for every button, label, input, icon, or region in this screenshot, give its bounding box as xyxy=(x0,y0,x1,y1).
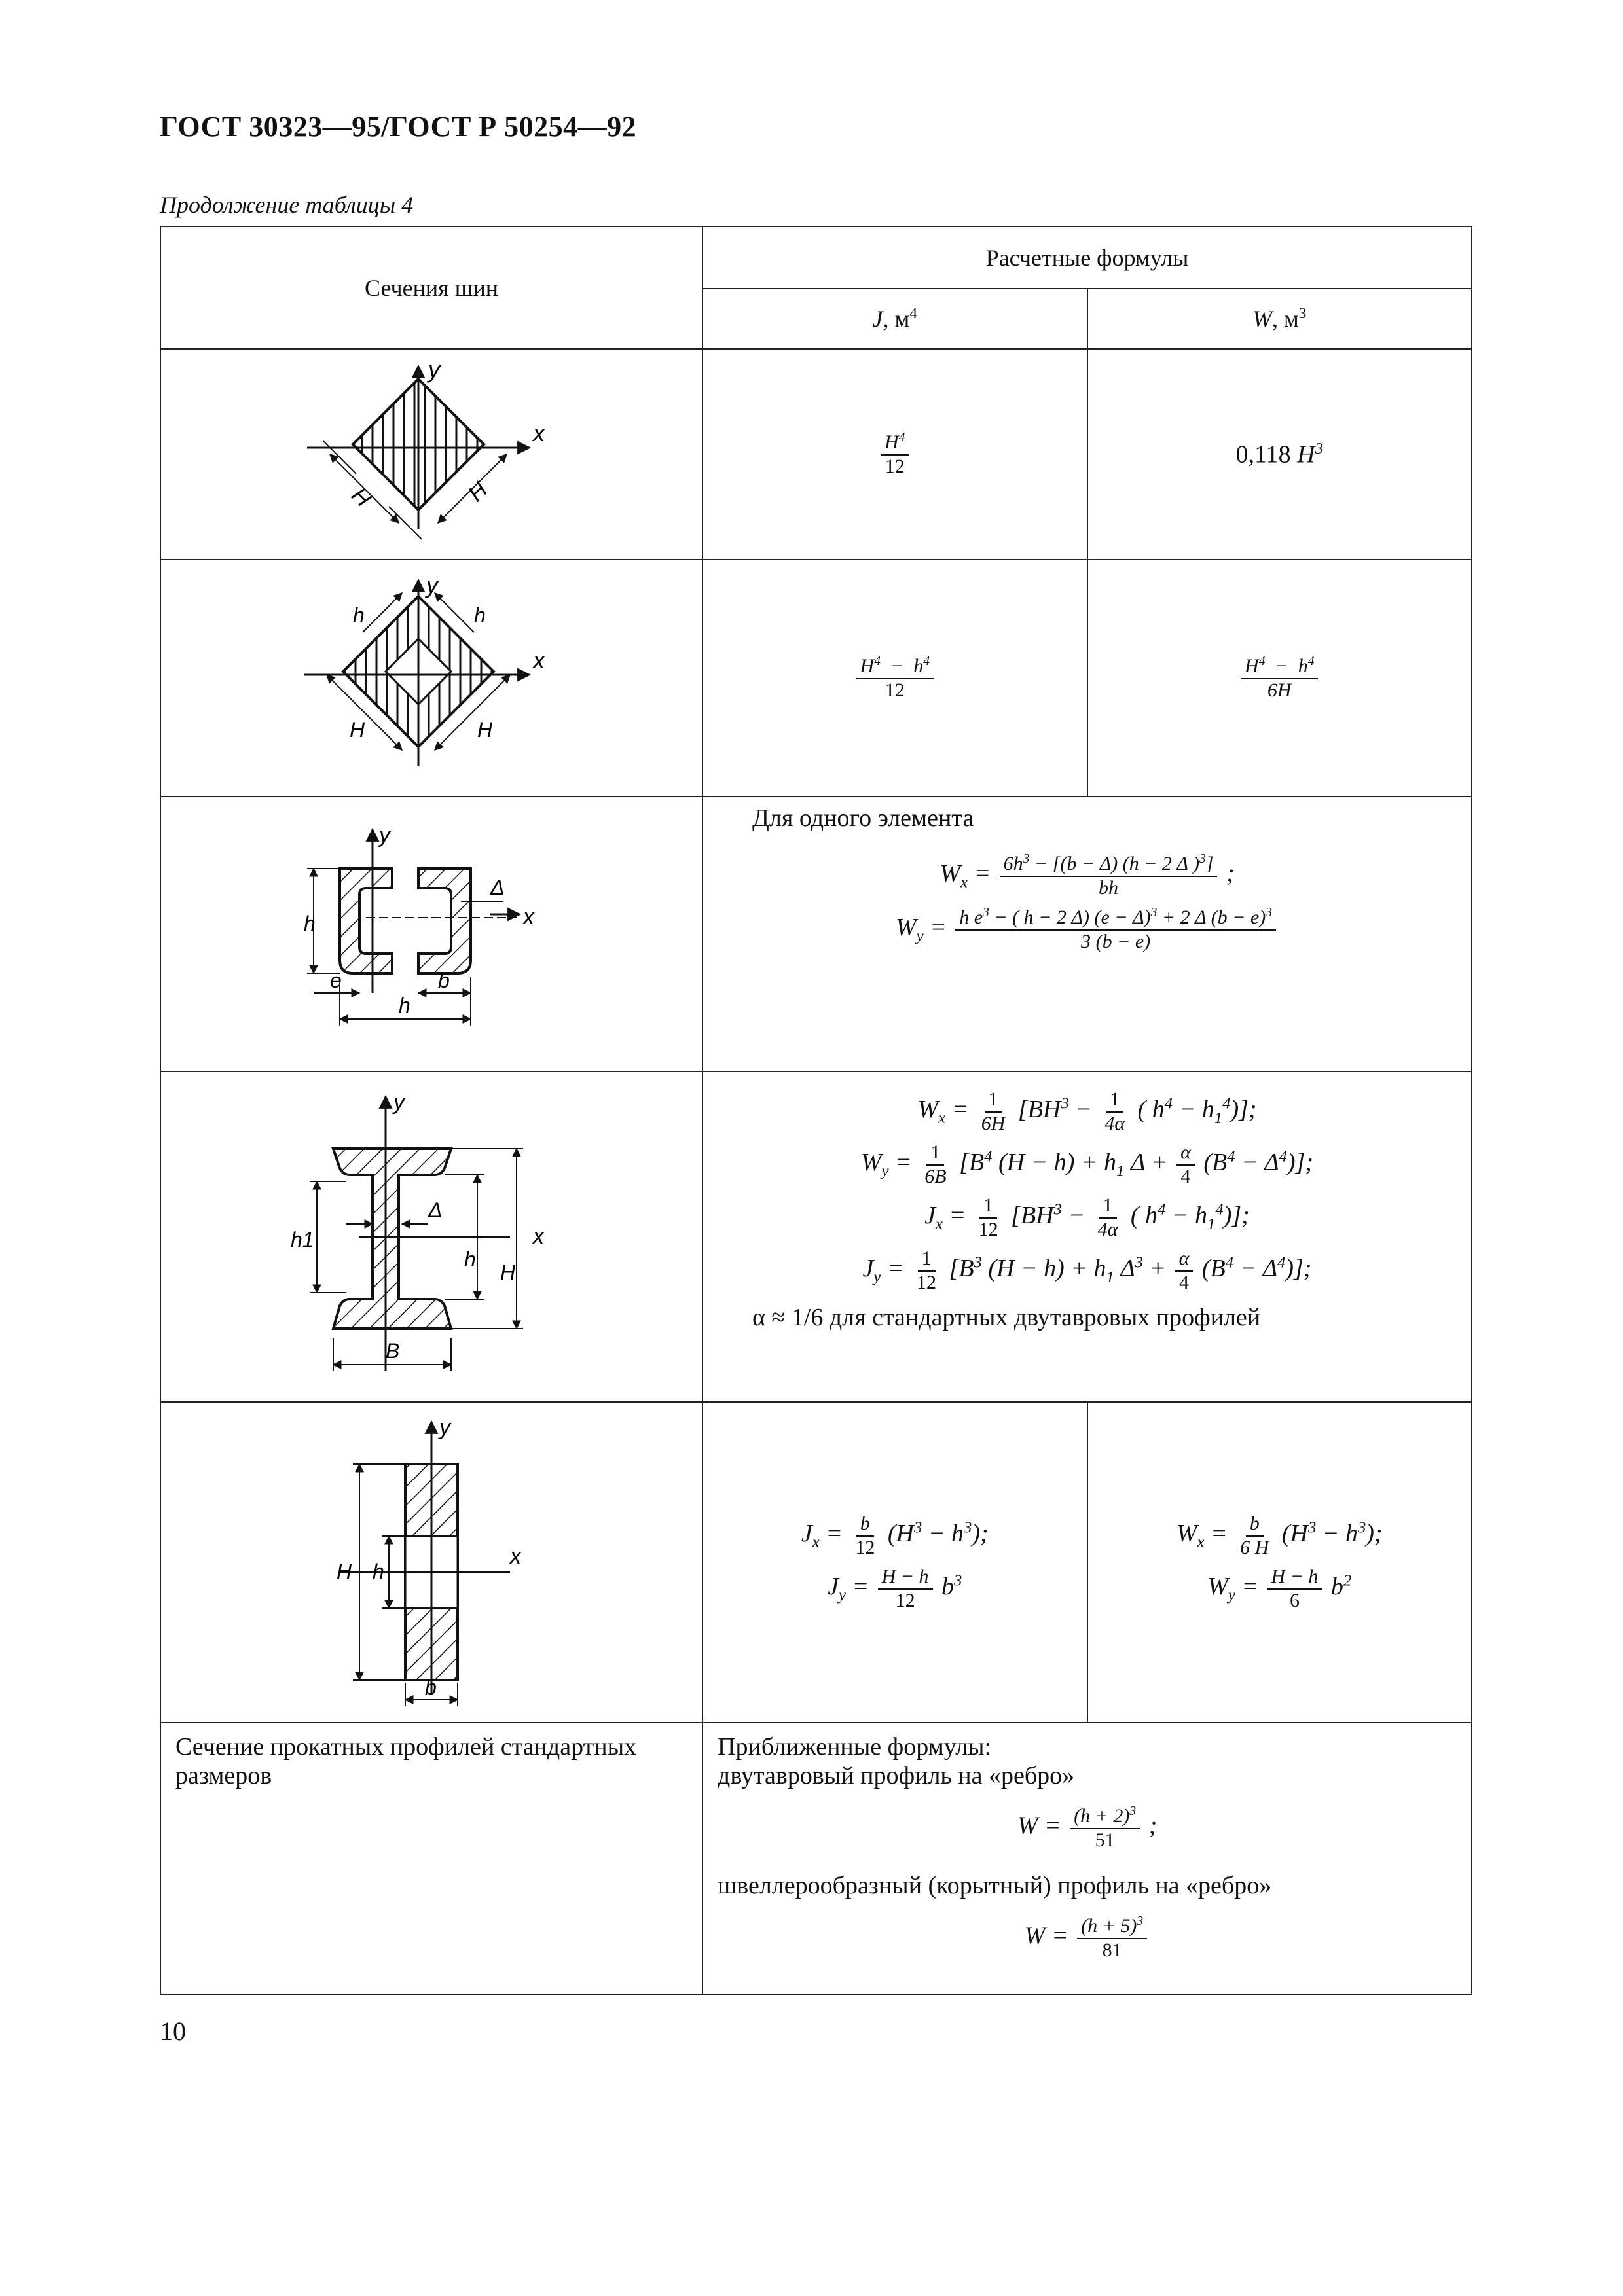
row4-wx: $W_x$ = $\frac{1}{6H}$ [$BH^3$ − $\frac{1}{4\alpha}$ ( $h^4 - h_1^4$)]; xyxy=(917,1088,1257,1134)
dim-H-label: H xyxy=(337,1560,352,1583)
channel-pair-figure xyxy=(294,816,569,1052)
row5-wy: $W_y$ = $\frac{H - h}{6}$ $b^2$ xyxy=(1207,1566,1352,1611)
dim-H-label: H xyxy=(477,718,493,742)
square-section-figure xyxy=(294,359,569,549)
axis-y-label: y xyxy=(439,1415,450,1440)
row2-w-formula: $\frac{H^4 - h^4}{6H}$ xyxy=(1087,560,1472,797)
section-channels xyxy=(160,797,702,1071)
header-w: W, $м^3$ xyxy=(1087,289,1472,349)
header-sections: Сечения шин xyxy=(160,226,702,349)
row6-ibeam-formula: W = $\frac{(h + 2)^3}{51}$ ; xyxy=(1017,1804,1158,1851)
section-ibeam xyxy=(160,1071,702,1402)
row1-w-formula: 0,118 $H^3$ xyxy=(1087,349,1472,560)
row5-jy: $J_y$ = $\frac{H - h}{12}$ $b^3$ xyxy=(828,1566,962,1611)
row3-formulas xyxy=(702,797,1472,1071)
row5-jx: $J_x$ = $\frac{b}{12}$ $(H^3 - h^3)$; xyxy=(801,1513,989,1558)
section-double-rect xyxy=(160,1402,702,1723)
hollow-square-figure xyxy=(287,570,575,786)
row4-formulas xyxy=(702,1071,1472,1402)
ibeam-figure xyxy=(281,1083,582,1391)
row4-note: α ≈ 1/6 для стандартных двутавровых профилей xyxy=(752,1304,1261,1331)
row6-channel-formula: W = $\frac{(h + 5)^3}{81}$ xyxy=(718,1914,1457,1962)
row6-approx: Приближенные формулы: xyxy=(718,1733,992,1761)
dim-delta-label: Δ xyxy=(428,1198,443,1222)
row5-wx: $W_x$ = $\frac{b}{6 H}$ $(H^3 - h^3)$; xyxy=(1176,1513,1383,1558)
axis-y-label: y xyxy=(426,571,438,598)
dim-b-label: b xyxy=(425,1676,437,1699)
row4-jx: $J_x$ = $\frac{1}{12}$ [$BH^3$ − $\frac{1}{4\alpha}$ ( $h^4 - h_1^4$)]; xyxy=(924,1194,1250,1240)
section-square-hollow xyxy=(160,560,702,797)
row4-jy: $J_y$ = $\frac{1}{12}$ [$B^3$ $(H - h) + h_1$ $\Delta^3$ + $\frac{\alpha}{4}$ $(B^4 - \Delta^4)$]; xyxy=(862,1247,1312,1293)
dim-e-label: e xyxy=(330,969,342,992)
axis-y-label: y xyxy=(379,823,390,848)
axis-x-label: x xyxy=(533,1223,544,1249)
dim-H-label: H xyxy=(346,482,376,512)
dim-h-label: h xyxy=(304,912,316,935)
row6-ibeam: двутавровый профиль на «ребро» xyxy=(718,1762,1075,1789)
dim-h-label: h xyxy=(464,1247,476,1271)
dim-delta-label: Δ xyxy=(490,876,505,899)
header-j: J, $м^4$ xyxy=(702,289,1087,349)
dim-b-label: b xyxy=(438,969,450,992)
axis-x-label: x xyxy=(510,1544,521,1569)
dim-H-label: H xyxy=(500,1260,516,1284)
axis-y-label: y xyxy=(393,1089,405,1115)
row3-wx: $W_x$ = $\frac{6h^3 - [(b - \Delta) (h - 2 \Delta )^3]}{bh}$ ; xyxy=(939,852,1235,899)
dim-h-label: h xyxy=(353,603,365,627)
table-caption: Продолжение таблицы 4 xyxy=(160,192,414,218)
row4-wy: $W_y$ = $\frac{1}{6B}$ [$B^4$ $(H - h) + h_1$ Δ + $\frac{\alpha}{4}$ $(B^4 - \Delta^4)$]; xyxy=(860,1141,1313,1187)
row5-w-formulas xyxy=(1087,1402,1472,1723)
page-number: 10 xyxy=(160,2017,186,2046)
axis-x-label: x xyxy=(533,647,545,673)
dim-h-label: h xyxy=(373,1560,384,1583)
row6-section: Сечение прокатных профилей стандартных размеров xyxy=(160,1723,702,1994)
dim-H-label: H xyxy=(350,718,365,742)
row6-channel: швеллерообразный (корытный) профиль на «ребро» xyxy=(718,1872,1272,1899)
document-header: ГОСТ 30323—95/ГОСТ Р 50254—92 xyxy=(160,111,637,143)
axis-x-label: x xyxy=(523,905,534,929)
row5-j-formulas xyxy=(702,1402,1087,1723)
row3-wy: $W_y$ = $\frac{h e^3 - ( h - 2 \Delta) (e - \Delta)^3 + 2 \Delta (b - e)^3}{3 (b - e)}$ xyxy=(716,906,1458,953)
formulas-table xyxy=(160,226,1472,1995)
dim-h1-label: h1 xyxy=(291,1227,314,1251)
row3-intro: Для одного элемента xyxy=(752,804,974,832)
row1-j-formula: $\frac{H^4}{12}$ xyxy=(702,349,1087,560)
dim-h-label: h xyxy=(399,994,410,1017)
dim-H-label: H xyxy=(463,477,493,507)
row6-formulas xyxy=(702,1723,1472,1994)
axis-y-label: y xyxy=(428,359,440,383)
axis-x-label: x xyxy=(533,420,545,446)
dim-h-label: h xyxy=(474,603,486,627)
header-formulas: Расчетные формулы xyxy=(702,226,1472,289)
section-square-solid xyxy=(160,349,702,560)
dim-B-label: B xyxy=(386,1338,400,1363)
double-rect-figure xyxy=(314,1412,549,1713)
row2-j-formula: $\frac{H^4 - h^4}{12}$ xyxy=(702,560,1087,797)
